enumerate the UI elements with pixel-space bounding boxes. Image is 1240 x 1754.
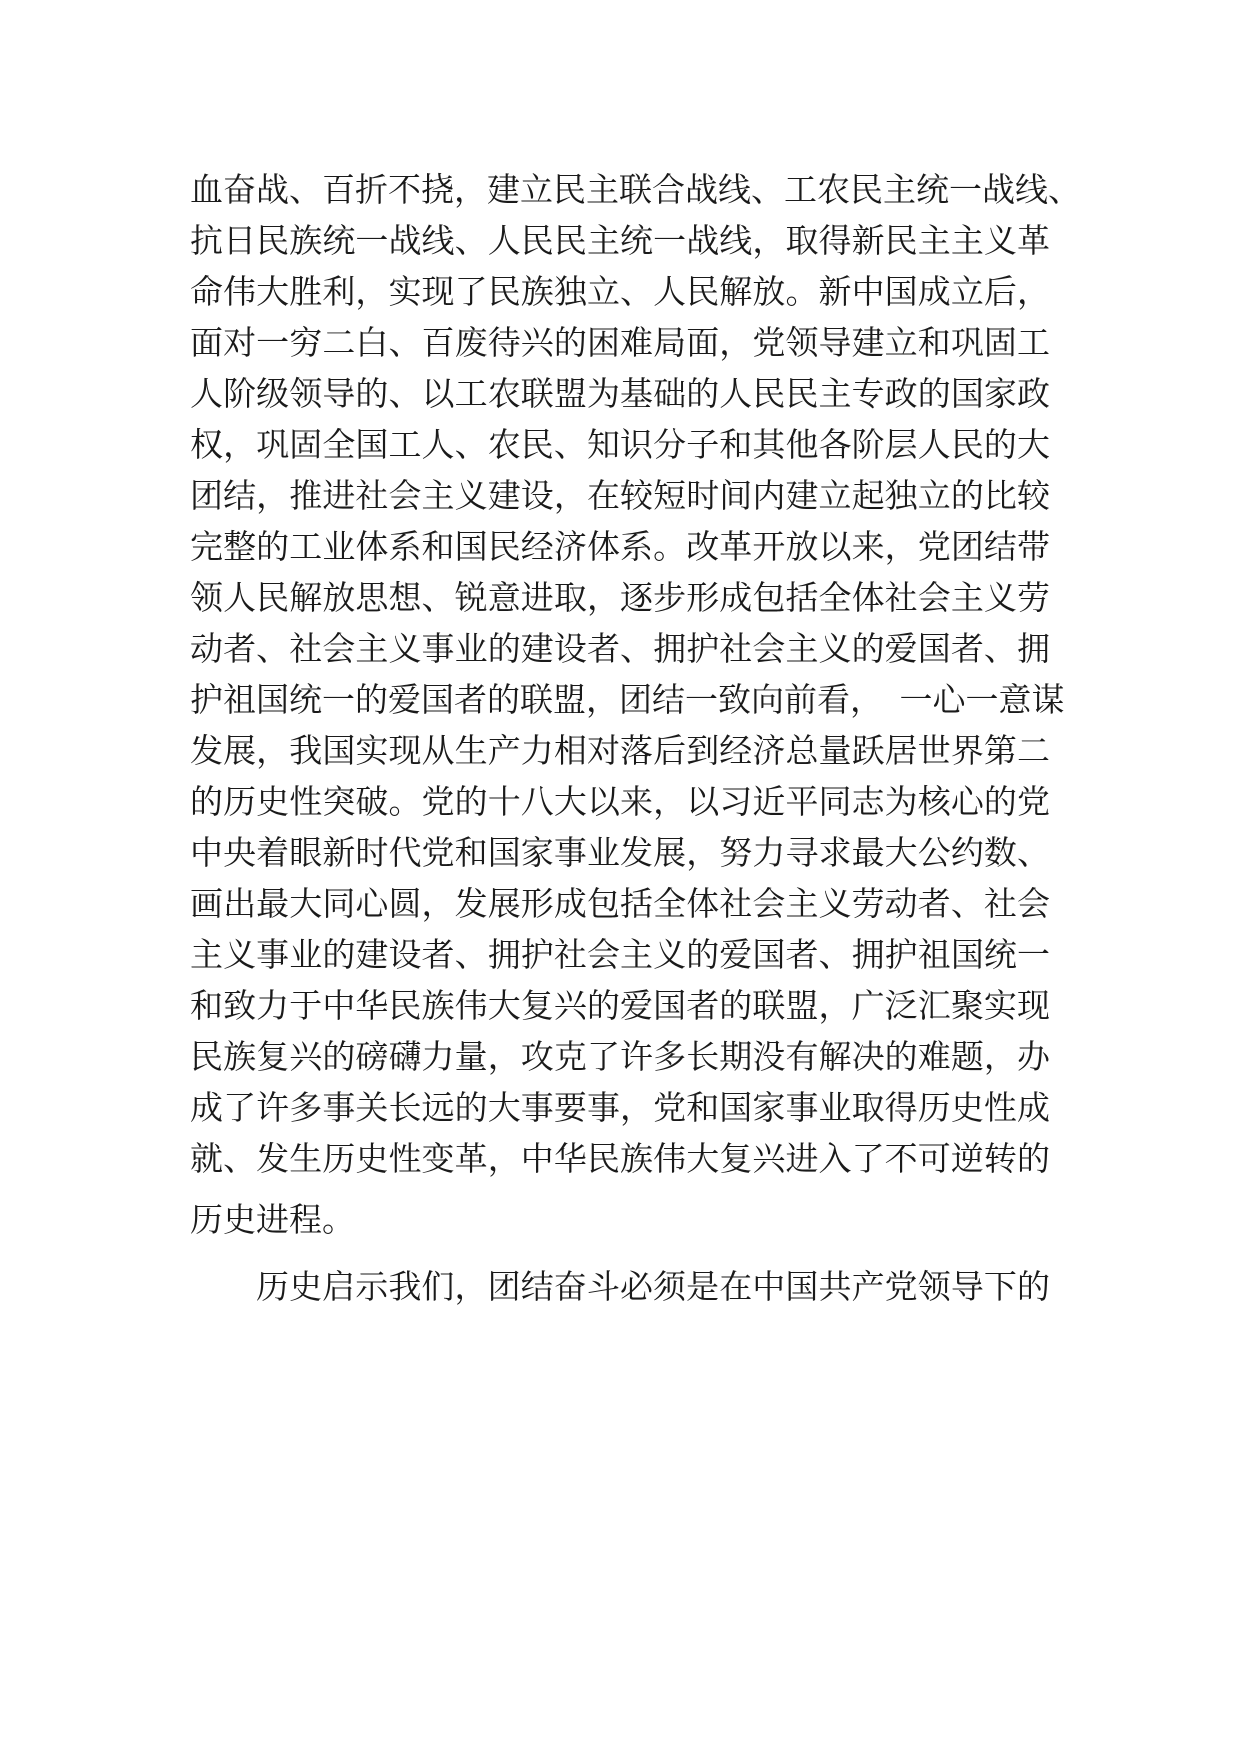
paragraph-1-line-16: 主义事业的建设者、拥护社会主义的爱国者、拥护祖国统一 [190,935,1050,974]
paragraph-1-line-2: 抗日民族统一战线、人民民主统一战线，取得新民主主义革 [190,221,1050,260]
paragraph-2-first-line: 历史启示我们，团结奋斗必须是在中国共产党领导下的 [256,1267,1050,1306]
paragraph-1-line-5: 人阶级领导的、以工农联盟为基础的人民民主专政的国家政 [190,374,1050,413]
paragraph-1-line-3: 命伟大胜利，实现了民族独立、人民解放。新中国成立后， [190,272,1050,311]
paragraph-1-line-10: 动者、社会主义事业的建设者、拥护社会主义的爱国者、拥 [190,629,1050,668]
paragraph-1-line-18: 民族复兴的磅礴力量，攻克了许多长期没有解决的难题，办 [190,1037,1050,1076]
paragraph-1-line-4: 面对一穷二白、百废待兴的困难局面，党领导建立和巩固工 [190,323,1050,362]
paragraph-1-line-1: 血奋战、百折不挠，建立民主联合战线、工农民主统一战线、 [190,170,1081,209]
paragraph-1-line-14: 中央着眼新时代党和国家事业发展，努力寻求最大公约数、 [190,833,1050,872]
paragraph-1-line-6: 权，巩固全国工人、农民、知识分子和其他各阶层人民的大 [190,425,1050,464]
paragraph-1-line-20: 就、发生历史性变革，中华民族伟大复兴进入了不可逆转的 [190,1139,1050,1178]
body-text [190,164,1081,1312]
paragraph-1-line-7: 团结，推进社会主义建设，在较短时间内建立起独立的比较 [190,476,1050,515]
paragraph-1-last-line: 历史进程。 [190,1200,355,1239]
paragraph-1-line-19: 成了许多事关长远的大事要事，党和国家事业取得历史性成 [190,1088,1050,1127]
paragraph-gap [190,1245,1050,1261]
paragraph-1-line-17: 和致力于中华民族伟大复兴的爱国者的联盟，广泛汇聚实现 [190,986,1050,1025]
paragraph-1-line-12: 发展，我国实现从生产力相对落后到经济总量跃居世界第二 [190,731,1050,770]
paragraph-1-line-11: 护祖国统一的爱国者的联盟，团结一致向前看， 一心一意谋 [190,680,1065,719]
paragraph-1-line-9: 领人民解放思想、锐意进取，逐步形成包括全体社会主义劳 [190,578,1050,617]
paragraph-1-line-13: 的历史性突破。党的十八大以来，以习近平同志为核心的党 [190,782,1050,821]
paragraph-1-line-8: 完整的工业体系和国民经济体系。改革开放以来，党团结带 [190,527,1050,566]
paragraph-1-line-15: 画出最大同心圆，发展形成包括全体社会主义劳动者、社会 [190,884,1050,923]
